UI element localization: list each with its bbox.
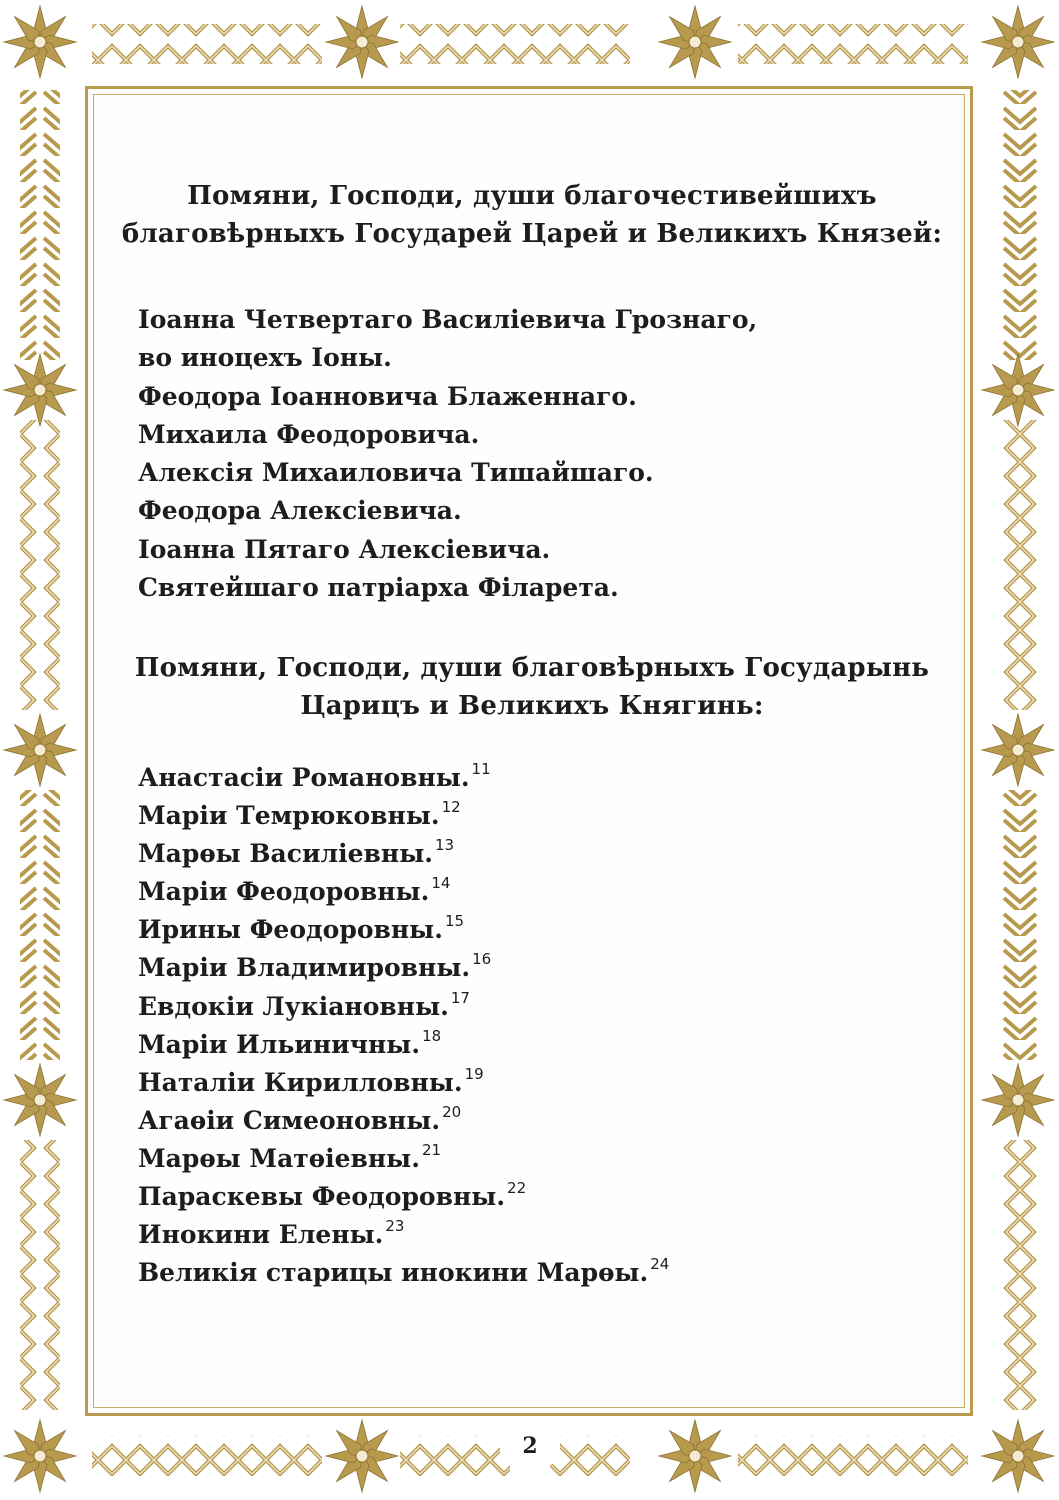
tsars-heading [88,177,976,253]
footnote-marker: 14 [431,874,451,893]
eight-point-star-icon [659,1420,731,1492]
footnote-marker: 19 [464,1064,484,1083]
text-panel [85,86,973,1416]
list-item: Алексія Михаиловича Тишайшаго. [138,458,654,488]
footnote-marker: 15 [444,912,465,931]
tsaritsas-list [138,759,669,1292]
footnote-marker: 23 [385,1217,405,1236]
list-item [138,949,669,987]
list-item [138,988,669,1026]
right-chevron-band [999,790,1039,1060]
name: Инокини Елены. [138,1220,384,1250]
name: Наталіи Кирилловны. [138,1067,463,1097]
footnote-marker: 12 [441,798,461,817]
tsaritsas-heading [88,649,976,725]
right-braid-band [999,420,1039,710]
tsaritsas-heading-line-1: Помяни, Господи, души благовѣрныхъ Государынь [134,653,930,683]
list-item [138,1216,669,1254]
list-item [138,759,669,797]
eight-point-star-icon [982,6,1054,78]
list-item [138,1178,669,1216]
left-chevron-band [20,790,60,1060]
list-item: Михаила Феодоровича. [138,419,480,449]
tsaritsas-heading-line-2: Царицъ и Великихъ Княгинь: [300,691,764,721]
name: Ирины Феодоровны. [138,915,443,945]
name: Агаѳіи Симеоновны. [138,1105,441,1135]
eight-point-star-icon [326,6,398,78]
list-item [138,1254,669,1292]
list-item: Феодора Іоанновича Блаженнаго. [138,381,637,411]
footnote-marker: 18 [422,1026,442,1045]
bottom-braid-band [550,1436,630,1476]
eight-point-star-icon [982,354,1054,426]
eight-point-star-icon [326,1420,398,1492]
top-braid-band [738,24,968,64]
left-braid-band [20,1140,60,1410]
list-item [138,797,669,835]
eight-point-star-icon [4,354,76,426]
footnote-marker: 11 [471,760,491,778]
footnote-marker: 17 [450,988,470,1007]
name: Анастасіи Романовны. [138,763,470,792]
tsars-list [138,301,757,607]
footnote-marker: 22 [507,1179,527,1198]
eight-point-star-icon [982,1064,1054,1136]
eight-point-star-icon [4,1420,76,1492]
name: Параскевы Феодоровны. [138,1182,506,1212]
name: Маріи Владимировны. [138,953,471,983]
page-number: 2 [500,1428,560,1464]
eight-point-star-icon [4,1064,76,1136]
footnote-marker: 24 [650,1255,670,1274]
name: Маріи Феодоровны. [138,877,430,907]
list-item [138,835,669,873]
left-braid-band [20,420,60,710]
eight-point-star-icon [4,6,76,78]
left-chevron-band [20,90,60,360]
name: Марѳы Матѳіевны. [138,1143,420,1173]
right-chevron-band [999,90,1039,360]
bottom-braid-band [400,1436,510,1476]
right-braid-band [999,1140,1039,1410]
eight-point-star-icon [982,1420,1054,1492]
eight-point-star-icon [982,714,1054,786]
list-item: Іоанна Четвертаго Василіевича Грознаго, [138,305,758,334]
list-item [138,1102,669,1140]
name: Маріи Темрюковны. [138,801,440,831]
list-item [138,1026,669,1064]
name: Марѳы Василіевны. [138,839,433,869]
list-item [138,873,669,911]
footnote-marker: 16 [472,950,492,969]
footnote-marker: 20 [442,1102,462,1121]
footnote-marker: 21 [421,1140,442,1159]
eight-point-star-icon [659,6,731,78]
tsars-heading-line-2: благовѣрныхъ Государей Царей и Великихъ Князей: [121,219,943,249]
name: Маріи Ильиничны. [138,1029,421,1059]
top-braid-band [92,24,322,64]
list-item: во иноцехъ Іоны. [138,343,392,373]
eight-point-star-icon [4,714,76,786]
name: Евдокіи Лукіановны. [138,991,449,1021]
footnote-marker: 13 [434,836,455,855]
list-item [138,1140,669,1178]
top-braid-band [400,24,630,64]
list-item [138,911,669,949]
list-item: Феодора Алексіевича. [138,496,462,526]
list-item: Святейшаго патріарха Філарета. [138,573,619,603]
list-item [138,1064,669,1102]
name: Великія старицы инокини Марѳы. [138,1258,649,1288]
list-item: Іоанна Пятаго Алексіевича. [138,534,551,564]
bottom-braid-band [738,1436,968,1476]
bottom-braid-band [92,1436,322,1476]
tsars-heading-line-1: Помяни, Господи, души благочестивейшихъ [187,181,877,211]
